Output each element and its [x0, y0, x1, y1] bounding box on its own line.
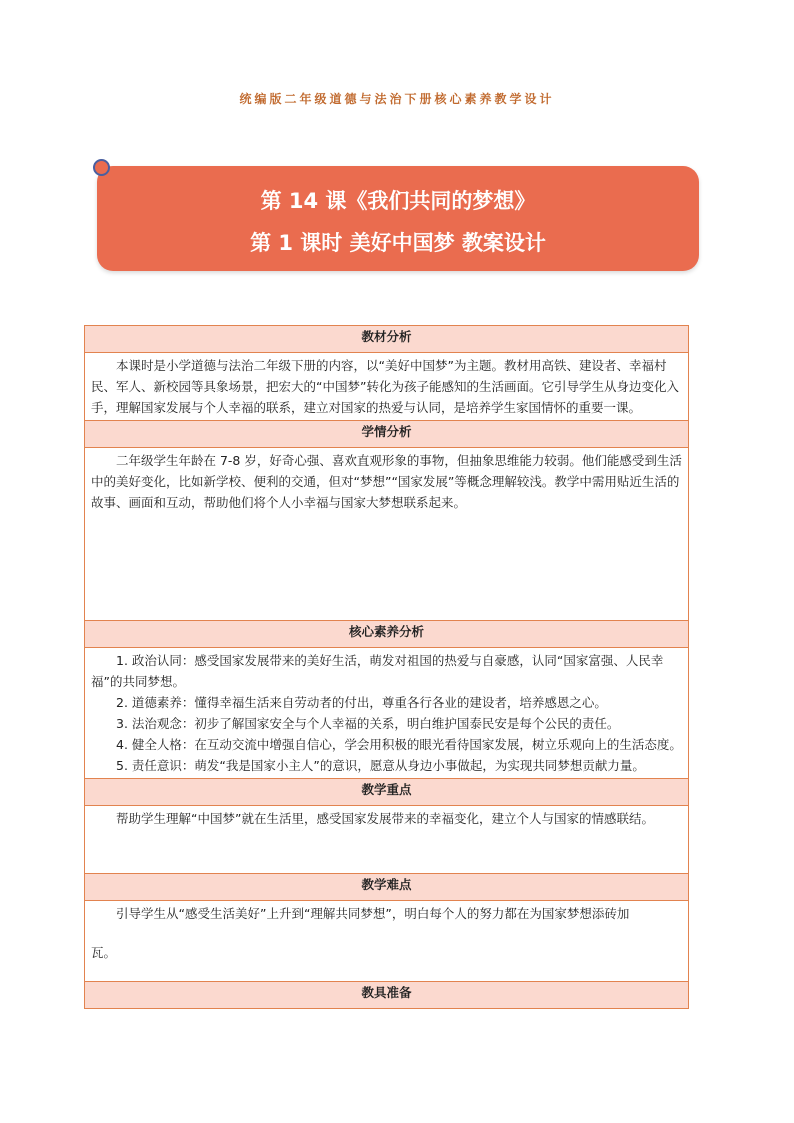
section-body-zhongdian	[85, 806, 689, 874]
suyang-item: 2. 道德素养：懂得幸福生活来自劳动者的付出，尊重各行各业的建设者，培养感恩之心。	[116, 695, 607, 710]
section-body-xueqing	[85, 448, 689, 621]
nandian-text-line1: 引导学生从“感受生活美好”上升到“理解共同梦想”，明白每个人的努力都在为国家梦想添砖加	[116, 906, 630, 921]
section-title-zhongdian: 教学重点	[85, 779, 689, 806]
section-body-suyang	[85, 648, 689, 779]
nandian-text-line2: 瓦。	[91, 945, 117, 960]
section-title-xueqing: 学情分析	[85, 421, 689, 448]
section-body-jiaocai	[85, 353, 689, 421]
running-header: 统编版二年级道德与法治下册核心素养教学设计	[239, 92, 555, 106]
suyang-item: 4. 健全人格：在互动交流中增强自信心，学会用积极的眼光看待国家发展，树立乐观向上的生活态度。	[116, 737, 682, 752]
suyang-item: 5. 责任意识：萌发“我是国家小主人”的意识，愿意从身边小事做起，为实现共同梦想贡献力量。	[116, 758, 645, 773]
section-title-suyang: 核心素养分析	[85, 621, 689, 648]
section-body-nandian	[85, 901, 689, 982]
section-title-jiaocai: 教材分析	[85, 326, 689, 353]
lesson-plan-table	[84, 325, 689, 1009]
title-banner	[97, 166, 699, 271]
banner-dot-icon	[93, 159, 110, 176]
zhongdian-text: 帮助学生理解“中国梦”就在生活里，感受国家发展带来的幸福变化，建立个人与国家的情感联结。	[116, 811, 654, 826]
section-title-jiaoju: 教具准备	[85, 982, 689, 1009]
suyang-item: 1. 政治认同：感受国家发展带来的美好生活，萌发对祖国的热爱与自豪感，认同“国家富强、人民幸福”的共同梦想。	[91, 653, 664, 689]
lesson-title: 第 14 课《我们共同的梦想》	[260, 189, 536, 213]
section-title-nandian: 教学难点	[85, 874, 689, 901]
jiaocai-text: 本课时是小学道德与法治二年级下册的内容，以“美好中国梦”为主题。教材用高铁、建设者、幸福村民、军人、新校园等具象场景，把宏大的“中国梦”转化为孩子能感知的生活画面。它引导学生从身边变化入手，理解国家发展与个人幸福的联系，建立对国家的热爱与认同，是培养学生家国情怀的重要一课。	[91, 358, 679, 415]
xueqing-text: 二年级学生年龄在 7-8 岁，好奇心强、喜欢直观形象的事物，但抽象思维能力较弱。他们能感受到生活中的美好变化，比如新学校、便利的交通，但对“梦想”“国家发展”等概念理解较浅。教学中需用贴近生活的故事、画面和互动，帮助他们将个人小幸福与国家大梦想联系起来。	[91, 453, 682, 510]
lesson-subtitle: 第 1 课时 美好中国梦 教案设计	[250, 231, 546, 255]
suyang-item: 3. 法治观念：初步了解国家安全与个人幸福的关系，明白维护国泰民安是每个公民的责任。	[116, 716, 620, 731]
